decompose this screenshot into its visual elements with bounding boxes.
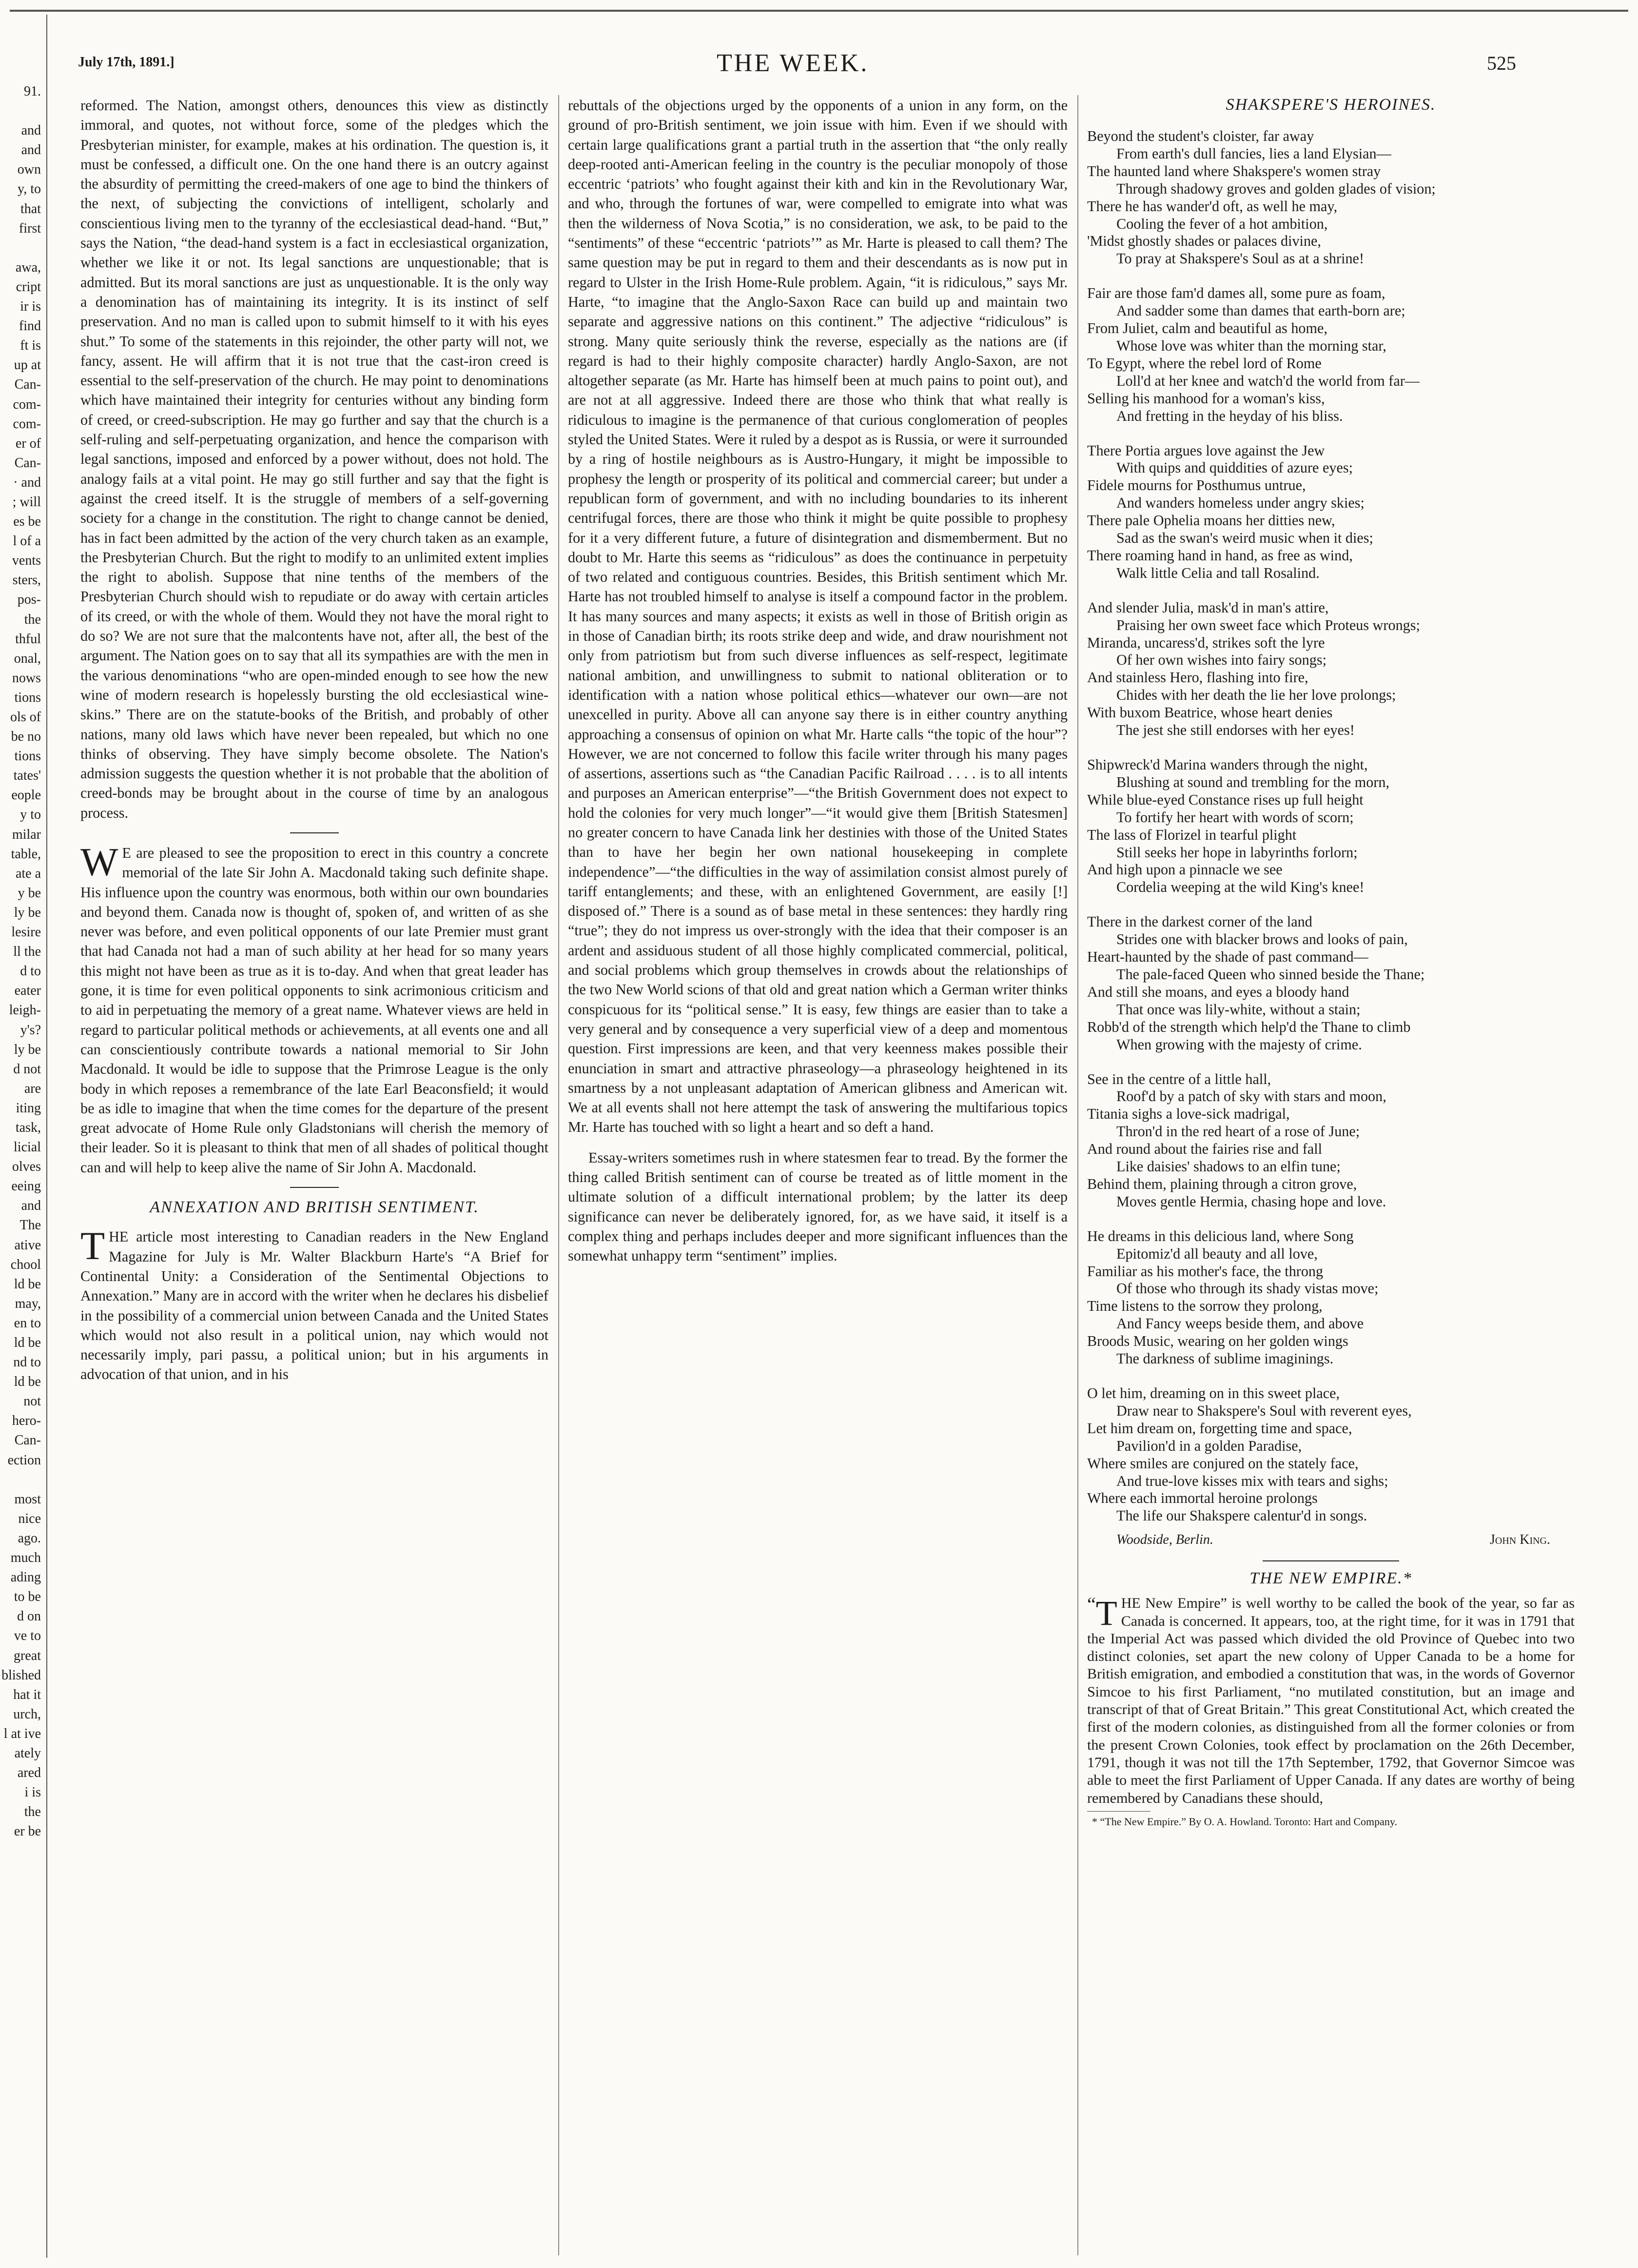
poem-line: Strides one with blacker brows and looks of pain,	[1116, 931, 1408, 948]
poem-line: Thron'd in the red heart of a rose of June;	[1116, 1123, 1360, 1140]
fragment-line: tates'	[13, 768, 41, 784]
footnote-rule	[1087, 1811, 1150, 1812]
fragment-line: ir is	[20, 299, 41, 315]
editorial-separator	[290, 832, 339, 833]
fragment-line: that	[20, 201, 41, 217]
poem-line: There roaming hand in hand, as free as wind,	[1087, 547, 1353, 564]
annexation-paragraph: THE article most interesting to Canadian readers in the New England Magazine for July is Mr. Walter Blackburn Harte's “A Brief for Continental Unity: a Consideration of the Sentimental Objections to Annexation.” Many are in accord with the writer when he declares his disbelief in the possibility of a commercial union between Canada and the United States which would not also result in a political union, nay which would not necessarily imply, pari passu, a political union; but in his arguments in advocation of that union, and in his	[80, 1223, 548, 1383]
poem-line: With quips and quiddities of azure eyes;	[1116, 459, 1353, 476]
poem-line: There pale Ophelia moans her ditties new,	[1087, 512, 1335, 529]
fragment-line: ld be	[14, 1374, 41, 1390]
fragment-line: find	[19, 318, 41, 334]
poem-line: There Portia argues love against the Jew	[1087, 442, 1325, 459]
annexation-heading: ANNEXATION AND BRITISH SENTIMENT.	[150, 1198, 479, 1217]
fragment-line: thful	[15, 631, 41, 647]
poem-line: Miranda, uncaress'd, strikes soft the lyre	[1087, 634, 1325, 651]
poem-place: Woodside, Berlin.	[1116, 1532, 1213, 1548]
poem-line: And true-love kisses mix with tears and sighs;	[1116, 1472, 1388, 1489]
fragment-line: olves	[12, 1159, 41, 1175]
poem-line: To Egypt, where the rebel lord of Rome	[1087, 355, 1322, 372]
poem-stanza	[1087, 913, 1575, 1053]
fragment-line: milar	[12, 827, 41, 842]
fragment-line: d not	[13, 1061, 41, 1077]
poem-line: Walk little Celia and tall Rosalind.	[1116, 564, 1320, 581]
poem-line: Of her own wishes into fairy songs;	[1116, 651, 1326, 669]
header-date: July 17th, 1891.]	[78, 55, 175, 70]
fragment-line: ection	[7, 1452, 41, 1468]
fragment-line: ; will	[12, 494, 41, 510]
poem-line: Still seeks her hope in labyrinths forlorn;	[1116, 844, 1358, 861]
poem-line: Chides with her death the lie her love prolongs;	[1116, 687, 1396, 704]
poem-line: The darkness of sublime imaginings.	[1116, 1350, 1334, 1367]
poem-line: Selling his manhood for a woman's kiss,	[1087, 390, 1325, 407]
poem-line: 'Midst ghostly shades or palaces divine,	[1087, 233, 1321, 250]
poem-line: The haunted land where Shakspere's women stray	[1087, 162, 1381, 179]
review-footnote: * “The New Empire.” By O. A. Howland. Toronto: Hart and Company.	[1092, 1815, 1397, 1828]
fragment-line: ve to	[14, 1628, 41, 1644]
poem-line: Heart-haunted by the shade of past command—	[1087, 948, 1368, 966]
poem-stanza	[1087, 599, 1575, 739]
fragment-line: ading	[10, 1570, 41, 1585]
poem-line: There he has wander'd oft, as well he may,	[1087, 197, 1338, 215]
fragment-line: d on	[17, 1609, 41, 1624]
poem-line: While blue-eyed Constance rises up full height	[1087, 791, 1364, 808]
fragment-line: task,	[15, 1120, 41, 1135]
poem-line: And stainless Hero, flashing into fire,	[1087, 669, 1308, 686]
fragment-line: leigh-	[9, 1003, 41, 1018]
column-3	[1087, 96, 1575, 1828]
fragment-line: urch,	[13, 1706, 41, 1722]
fragment-line: may,	[15, 1296, 41, 1311]
fragment-line: y's?	[20, 1022, 41, 1038]
fragment-line: com-	[13, 396, 41, 412]
fragment-line	[0, 101, 41, 121]
poem-stanza	[1087, 128, 1575, 268]
poem-line: With buxom Beatrice, whose heart denies	[1087, 704, 1333, 721]
poem-stanza	[1087, 1385, 1575, 1525]
fragment-line: vents	[12, 553, 41, 569]
review-paragraph: “ T HE New Empire” is well worthy to be called the book of the year, so far as Canada is concerned. It appears, too, at the right time, for it was in 1791 that the Imperial Act was passed which divided the old Province of Quebec into two distinct colonies, set apart the new colony of Upper Canada to be a home for British emigration, and embodied a constitution that was, in the words of Governor Simcoe to his first Parliament, “no mutilated constitution, but an image and transcript of that of Great Britain.” This great Constitutional Act, which created the first of the modern colonies, as distinguished from all the former colonies or from the present Crown Colonies, took effect by proclamation on the 26th December, 1791, though it was not till the 17th September, 1792, that Governor Simcoe was able to meet the first Parliament of Upper Canada. If any dates are worthy of being remembered by Canadians these should,	[1087, 1593, 1575, 1806]
poem-line: The pale-faced Queen who sinned beside the Thane;	[1116, 966, 1425, 983]
page-number: 525	[1487, 52, 1516, 74]
fragment-line: cript	[16, 279, 41, 295]
fragment-line: ld be	[14, 1276, 41, 1292]
review-open-quote: “	[1087, 1593, 1096, 1616]
fragment-line: eeing	[11, 1179, 41, 1194]
fragment-line: es be	[13, 514, 41, 530]
fragment-line: The	[20, 1218, 41, 1233]
fragment-line: ared	[17, 1765, 41, 1781]
poem-line: And high upon a pinnacle we see	[1087, 861, 1283, 878]
poem-line: The lass of Florizel in tearful plight	[1087, 826, 1297, 843]
poem-line: Moves gentle Hermia, chasing hope and love.	[1116, 1193, 1386, 1210]
review-separator	[1263, 1560, 1399, 1561]
fragment-line: hero-	[12, 1413, 41, 1429]
poem-line: Sad as the swan's weird music when it dies;	[1116, 530, 1373, 547]
poem-stanza	[1087, 442, 1575, 582]
column-1	[80, 96, 548, 1384]
fragment-line: much	[10, 1550, 41, 1566]
fragment-line: nice	[18, 1511, 41, 1526]
creed-editorial-paragraph: reformed. The Nation, amongst others, denounces this view as distinctly immoral, and quotes, not without force, some of the pledges which the Presbyterian minister, for example, makes at his ordination. The question is, it must be confessed, a difficult one. On the one hand there is an outcry against the absurdity of permitting the creed-makers of one age to bind the thinkers of the next, of subjecting the convictions of intelligent, scholarly and conscientious living men to the tyranny of the ecclesiastical dead-hand. “But,” says the Nation, “the dead-hand system is a fact in ecclesiastical organization, whether we like it or not. Its legal sanctions are unquestionable; that is admitted. But its moral sanctions are just as unquestionable. It is the only way a denomination has of maintaining its integrity. It is its instinct of self preservation. And no man is called upon to submit himself to it with his eyes shut.” To some of the statements in this rejoinder, the other party will not, we fancy, assent. He will affirm that it is not true that the cast-iron creed is essential to the self-preservation of the church. He may point to denominations which have maintained their integrity for centuries without any binding form of creed, or creed-subscription. He may go further and say that the church is a self-ruling and self-perpetuating organization, and hence the comparison with legal sanctions, imposed and enforced by a power without, does not hold. The analogy fails at a vital point. He may go still further and say that the fight is against the creed itself. It is the struggle of members of a self-governing society for a change in the constitution. The right to change cannot be denied, has in fact been admitted by the action of the very church taken as an example, the Presbyterian Church. But the right to modify to an unlimited extent implies the right to abolish. Suppose that nine tenths of the members of the Presbyterian Church should wish to repudiate or do away with certain articles of its creed, or with the whole of them. Would they not have the moral right to do so? We are not sure that the malcontents have not, after all, the best of the argument. The Nation goes on to say that all its sympathies are with the men in the various denominations “who are open-minded enough to see how the new wine of modern research is hopelessly bursting the old ecclesiastical wine-skins.” There are on the statute-books of the British, and probably of other nations, many old laws which have never been repealed, but which no one thinks of observing. They have simply become obsolete. The Nation's admission suggests the question whether it is not probable that the abolition of creed-bonds may be brought about in the course of time by an analogous process.	[80, 97, 548, 821]
poem-line: To fortify her heart with words of scorn;	[1116, 809, 1354, 826]
fragment-line: up at	[14, 357, 41, 373]
fragment-line: and	[21, 142, 41, 158]
fragment-line: ative	[14, 1237, 41, 1253]
poem-line: Of those who through its shady vistas move;	[1116, 1280, 1379, 1297]
fragment-line: ld be	[14, 1335, 41, 1350]
fragment-line: licial	[14, 1140, 41, 1155]
fragment-line	[0, 1470, 41, 1490]
fragment-line: tions	[14, 749, 41, 764]
annexation-continued-paragraph: rebuttals of the objections urged by the opponents of a union in any form, on the ground of pro-British sentiment, we join issue with him. Even if we should with certain large qualifications grant a partial truth in the assertion that “the only really deep-rooted anti-American feeling in the country is the peculiar monopoly of those eccentric ‘patriots’ who fought against their kith and kin in the Revolutionary War, and who, through the fortunes of war, were compelled to emigrate into what was then the wilderness of Nova Scotia,” is no consideration, we ask, to be paid to the “sentiments” of these “eccentric ‘patriots’” as Mr. Harte is pleased to call them? The same question may be put in regard to them and their descendants as is now put in regard to Ulster in the Irish Home-Rule problem. Again, “it is ridiculous,” says Mr. Harte, “to imagine that the Anglo-Saxon Race can build up and maintain two separate and aggressive nations on this continent.” The adjective “ridiculous” is strong. Many quite seriously think the reverse, especially as the nations are (if regard is had to their highly composite character) hardly Anglo-Saxon, are not altogether separate (as Mr. Harte has himself been at much pains to point out), and are not at all aggressive. Indeed there are those who think that what really is ridiculous to imagine is the permanence of that curious conglomeration of peoples styled the United States. Were it ruled by a despot as is Russia, or were it surrounded by a ring of hostile neighbours as is Austro-Hungary, it might be impossible to prophesy the length or prosperity of its political and commercial career; but under a republican form of government, and with no including boundaries to its inherent centrifugal forces, there are those who think it might be quite possible to prophesy for it a very different future, a future of disintegration and dismemberment. But no doubt to Mr. Harte this seems as “ridiculous” as does the continuance in perpetuity of two related and contiguous countries. Besides, this British sentiment which Mr. Harte has not troubled himself to analyse is itself a compound factor in the problem. It has many sources and many aspects; it exists as well in those of British origin as in those of Canadian birth; its roots strike deep and wide, and draw nourishment not only from patriotism but from such diverse influences as self-respect, legitimate national ambition, and unwillingness to submit to national obliteration or to identification with a nation whose political ethics—whatever our own—are not unexcelled in purity. Above all can anyone say there is in either country anything approaching a consensus of opinion on what Mr. Harte calls “the topic of the hour”? However, we are not concerned to follow this facile writer through his many pages of assertions, assertions such as “the Canadian Pacific Railroad . . . . is to all intents and purposes an American enterprise”—“the British Government does not expect to hold the colonies for very much longer”—“it would give them [British Statesmen] no greater concern to have Canada link her destinies with those of the United States than to have her begin her own national housekeeping in complete independence”—“the difficulties in the way of assimilation consist almost purely of tariff entanglements; and these, with an enlightened Government, are easily [!] disposed of.” There is a sound as of base metal in these sentences: they hardly ring “true”; they do not impress us over-strongly with the idea that their composer is an ardent and assiduous student of all those highly complicated commercial, political, and social problems which group themselves in crowds about the relationships of the two New World scions of that old and great nation which a German writer thinks conspicuous for its “political sense.” It is easy, few things are easier than to take a very general and by consequence a very superficial view of a deep and momentous question. First impressions are keen, and that very keenness makes possible their enunciation in smart and attractive phraseology—a phraseology heightened in its smartness by a not unpleasant adaptation of American glibness and American wit. We at all events shall not here attempt the task of answering the multifarious topics Mr. Harte has touched with so light a heart and so deft a hand.	[568, 97, 1068, 1136]
poem-line: Shipwreck'd Marina wanders through the night,	[1087, 756, 1368, 773]
fragment-line: table,	[11, 846, 41, 862]
binding-edge-rule	[46, 15, 47, 2258]
fragment-line: ago.	[18, 1530, 41, 1546]
publication-title: THE WEEK.	[717, 49, 869, 77]
fragment-line: the	[24, 1804, 41, 1820]
fragment-line: 91.	[24, 84, 41, 99]
fragment-line: the	[24, 611, 41, 627]
fragment-line: not	[23, 1394, 41, 1409]
fragment-line: y be	[18, 885, 41, 901]
fragment-line: i is	[24, 1785, 41, 1800]
fragment-line: nows	[12, 670, 41, 686]
fragment-line: awa,	[15, 259, 41, 275]
fragment-line	[0, 238, 41, 258]
fragment-line: y, to	[18, 181, 41, 197]
poem-line: The jest she still endorses with her eyes!	[1116, 722, 1355, 739]
poem-line: Where each immortal heroine prolongs	[1087, 1490, 1318, 1507]
fragment-line: pos-	[17, 592, 41, 608]
fragment-line: ols of	[10, 710, 41, 725]
poem-line: O let him, dreaming on in this sweet place,	[1087, 1385, 1340, 1401]
poem-line: Beyond the student's cloister, far away	[1087, 128, 1314, 144]
fragment-line: Can-	[14, 455, 41, 471]
poem-line: And still she moans, and eyes a bloody hand	[1087, 983, 1349, 1000]
poem-title: SHAKSPERE'S HEROINES.	[1226, 96, 1436, 114]
column-2	[568, 96, 1068, 1266]
poem-line: To pray at Shakspere's Soul as at a shrine!	[1116, 250, 1364, 267]
poem-line: Where smiles are conjured on the stately face,	[1087, 1455, 1359, 1472]
drop-cap-review: T	[1095, 1594, 1117, 1633]
poem-line: Fair are those fam'd dames all, some pure as foam,	[1087, 285, 1385, 302]
fragment-line: hat it	[13, 1687, 41, 1702]
poem-line: Loll'd at her knee and watch'd the world from far—	[1116, 372, 1420, 389]
fragment-line: nd to	[13, 1355, 41, 1370]
fragment-line: blished	[1, 1667, 41, 1683]
fragment-line: er be	[14, 1824, 41, 1839]
column-divider-2	[1077, 95, 1078, 2255]
poem-line: The life our Shakspere calentur'd in songs.	[1116, 1507, 1367, 1524]
poem-line: See in the centre of a little hall,	[1087, 1070, 1271, 1087]
fragment-line: com-	[13, 416, 41, 432]
fragment-line: er of	[15, 435, 41, 451]
fragment-line: en to	[14, 1315, 41, 1331]
poem-line: From Juliet, calm and beautiful as home,	[1087, 320, 1327, 337]
poem-line: And sadder some than dames that earth-born are;	[1116, 302, 1405, 319]
poem-line: Behind them, plaining through a citron grove,	[1087, 1175, 1357, 1192]
poem-signature	[1087, 1532, 1575, 1552]
poem-stanza	[1087, 285, 1575, 425]
fragment-line: d to	[20, 964, 41, 979]
poem-line: And wanders homeless under angry skies;	[1116, 494, 1365, 512]
fragment-line: chool	[10, 1257, 41, 1272]
fragment-line: ly be	[14, 1042, 41, 1057]
fragment-line: first	[19, 220, 41, 236]
fragment-line: onal,	[14, 651, 41, 666]
fragment-line: great	[14, 1648, 41, 1663]
poem-line: Roof'd by a patch of sky with stars and moon,	[1116, 1088, 1386, 1105]
fragment-line: own	[17, 162, 41, 177]
fragment-line: Can-	[14, 377, 41, 393]
fragment-line: and	[21, 1198, 41, 1214]
fragment-line: eople	[11, 788, 41, 803]
fragment-line: ate a	[15, 866, 41, 881]
poem-stanza	[1087, 1071, 1575, 1211]
review-title: THE NEW EMPIRE.*	[1249, 1569, 1412, 1588]
poem-line: Praising her own sweet face which Proteus wrongs;	[1116, 616, 1420, 633]
poem-line: Pavilion'd in a golden Paradise,	[1116, 1437, 1302, 1454]
fragment-line: ately	[14, 1745, 41, 1761]
poem-body	[1087, 128, 1575, 1525]
fragment-line: ly be	[14, 905, 41, 920]
drop-cap-t: T	[80, 1223, 105, 1268]
poem-author: John King.	[1490, 1532, 1550, 1548]
poem-line: Whose love was whiter than the morning star,	[1116, 337, 1386, 354]
fragment-line: tions	[14, 690, 41, 705]
poem-line: Blushing at sound and trembling for the morn,	[1116, 773, 1390, 790]
fragment-line: l of a	[13, 533, 41, 549]
fragment-line: l at ive	[3, 1726, 41, 1741]
poem-line: Cooling the fever of a hot ambition,	[1116, 215, 1328, 232]
poem-line: And fretting in the heyday of his bliss.	[1116, 407, 1343, 424]
previous-page-fragment	[0, 82, 41, 2252]
poem-line: That once was lily-white, without a stain;	[1116, 1001, 1361, 1018]
fragment-line: ft is	[20, 338, 41, 354]
poem-line: Cordelia weeping at the wild King's knee!	[1116, 879, 1365, 896]
poem-line: Familiar as his mother's face, the throng	[1087, 1262, 1324, 1280]
fragment-line: and	[21, 123, 41, 138]
poem-line: He dreams in this delicious land, where Song	[1087, 1227, 1354, 1244]
fragment-line: are	[24, 1081, 41, 1096]
poem-line: Fidele mourns for Posthumus untrue,	[1087, 477, 1306, 494]
poem-line: Let him dream on, forgetting time and space,	[1087, 1420, 1352, 1437]
fragment-line: Can-	[14, 1433, 41, 1448]
poem-line: Through shadowy groves and golden glades of vision;	[1116, 180, 1436, 197]
poem-line: And slender Julia, mask'd in man's attire,	[1087, 599, 1329, 616]
macdonald-memorial-paragraph: W E are pleased to see the proposition to erect in this country a concrete memorial of the late Sir John A. Macdonald taking such definite shape. His influence upon the country was enormous, both within our own boundaries and beyond them. Canada now is thought of, spoken of, and written of as she never was before, and even political opponents of our late Premier must grant that had Canada not had a man of such ability at her head for so many years this might not have been as true as it is to-day. And when that great leader has gone, it is time for even political opponents to sink acrimonious criticism and to aid in perpetuating the memory of a great name. Whatever views are held in regard to particular political methods or achievements, at all events one and all can conscientiously contribute towards a national memorial to Sir John Macdonald. It would be idle to suppose that the Primrose League is the only body in which reposes a remembrance of the late Earl Beaconsfield; it would be as idle to imagine that when the time comes for the departure of the present great advocate of Home Rule only Gladstonians will cherish the memory of their leader. So it is pleasant to think that men of all shades of political thought can and will help to keep alive the name of Sir John A. Macdonald.	[80, 839, 548, 1176]
fragment-line: y to	[20, 807, 41, 823]
fragment-line: sters,	[12, 572, 41, 588]
fragment-line: ll the	[13, 944, 41, 960]
poem-line: Time listens to the sorrow they prolong,	[1087, 1298, 1323, 1315]
section-separator	[290, 1187, 339, 1188]
poem-line: And round about the fairies rise and fall	[1087, 1141, 1323, 1158]
fragment-line: lesire	[11, 925, 41, 940]
poem-line: And Fancy weeps beside them, and above	[1116, 1315, 1364, 1332]
review-body	[1087, 1595, 1575, 1807]
poem-line: Titania sighs a love-sick madrigal,	[1087, 1105, 1290, 1123]
poem-line: Robb'd of the strength which help'd the Thane to climb	[1087, 1018, 1411, 1035]
fragment-line: most	[14, 1491, 41, 1507]
column-divider-1	[558, 95, 559, 2255]
poem-stanza	[1087, 756, 1575, 896]
poem-line: Epitomiz'd all beauty and all love,	[1116, 1245, 1318, 1262]
fragment-line: to be	[14, 1589, 41, 1605]
fragment-line: be no	[11, 729, 41, 745]
poem-line: There in the darkest corner of the land	[1087, 913, 1312, 930]
drop-cap-w: W	[80, 839, 118, 884]
top-border-rule	[10, 10, 1628, 12]
running-header	[73, 49, 1565, 83]
poem-stanza	[1087, 1228, 1575, 1368]
fragment-line: · and	[13, 474, 41, 490]
poem-line: When growing with the majesty of crime.	[1116, 1036, 1362, 1053]
fragment-line: eater	[14, 983, 41, 999]
fragment-line: iting	[16, 1100, 41, 1116]
poem-line: From earth's dull fancies, lies a land Elysian—	[1116, 145, 1391, 162]
poem-line: Like daisies' shadows to an elfin tune;	[1116, 1158, 1341, 1175]
poem-line: Broods Music, wearing on her golden wings	[1087, 1333, 1348, 1350]
essay-writers-paragraph: Essay-writers sometimes rush in where statesmen fear to tread. By the former the thing called British sentiment can of course be treated as of little moment in the ultimate solution of a difficult international problem; by the latter its deep significance can never be deliberately ignored, for, as we have said, it itself is a complex thing and perhaps includes deeper and more significant influences than the somewhat unhappy term “sentiment” implies.	[568, 1149, 1068, 1264]
poem-line: Draw near to Shakspere's Soul with reverent eyes,	[1116, 1402, 1412, 1419]
